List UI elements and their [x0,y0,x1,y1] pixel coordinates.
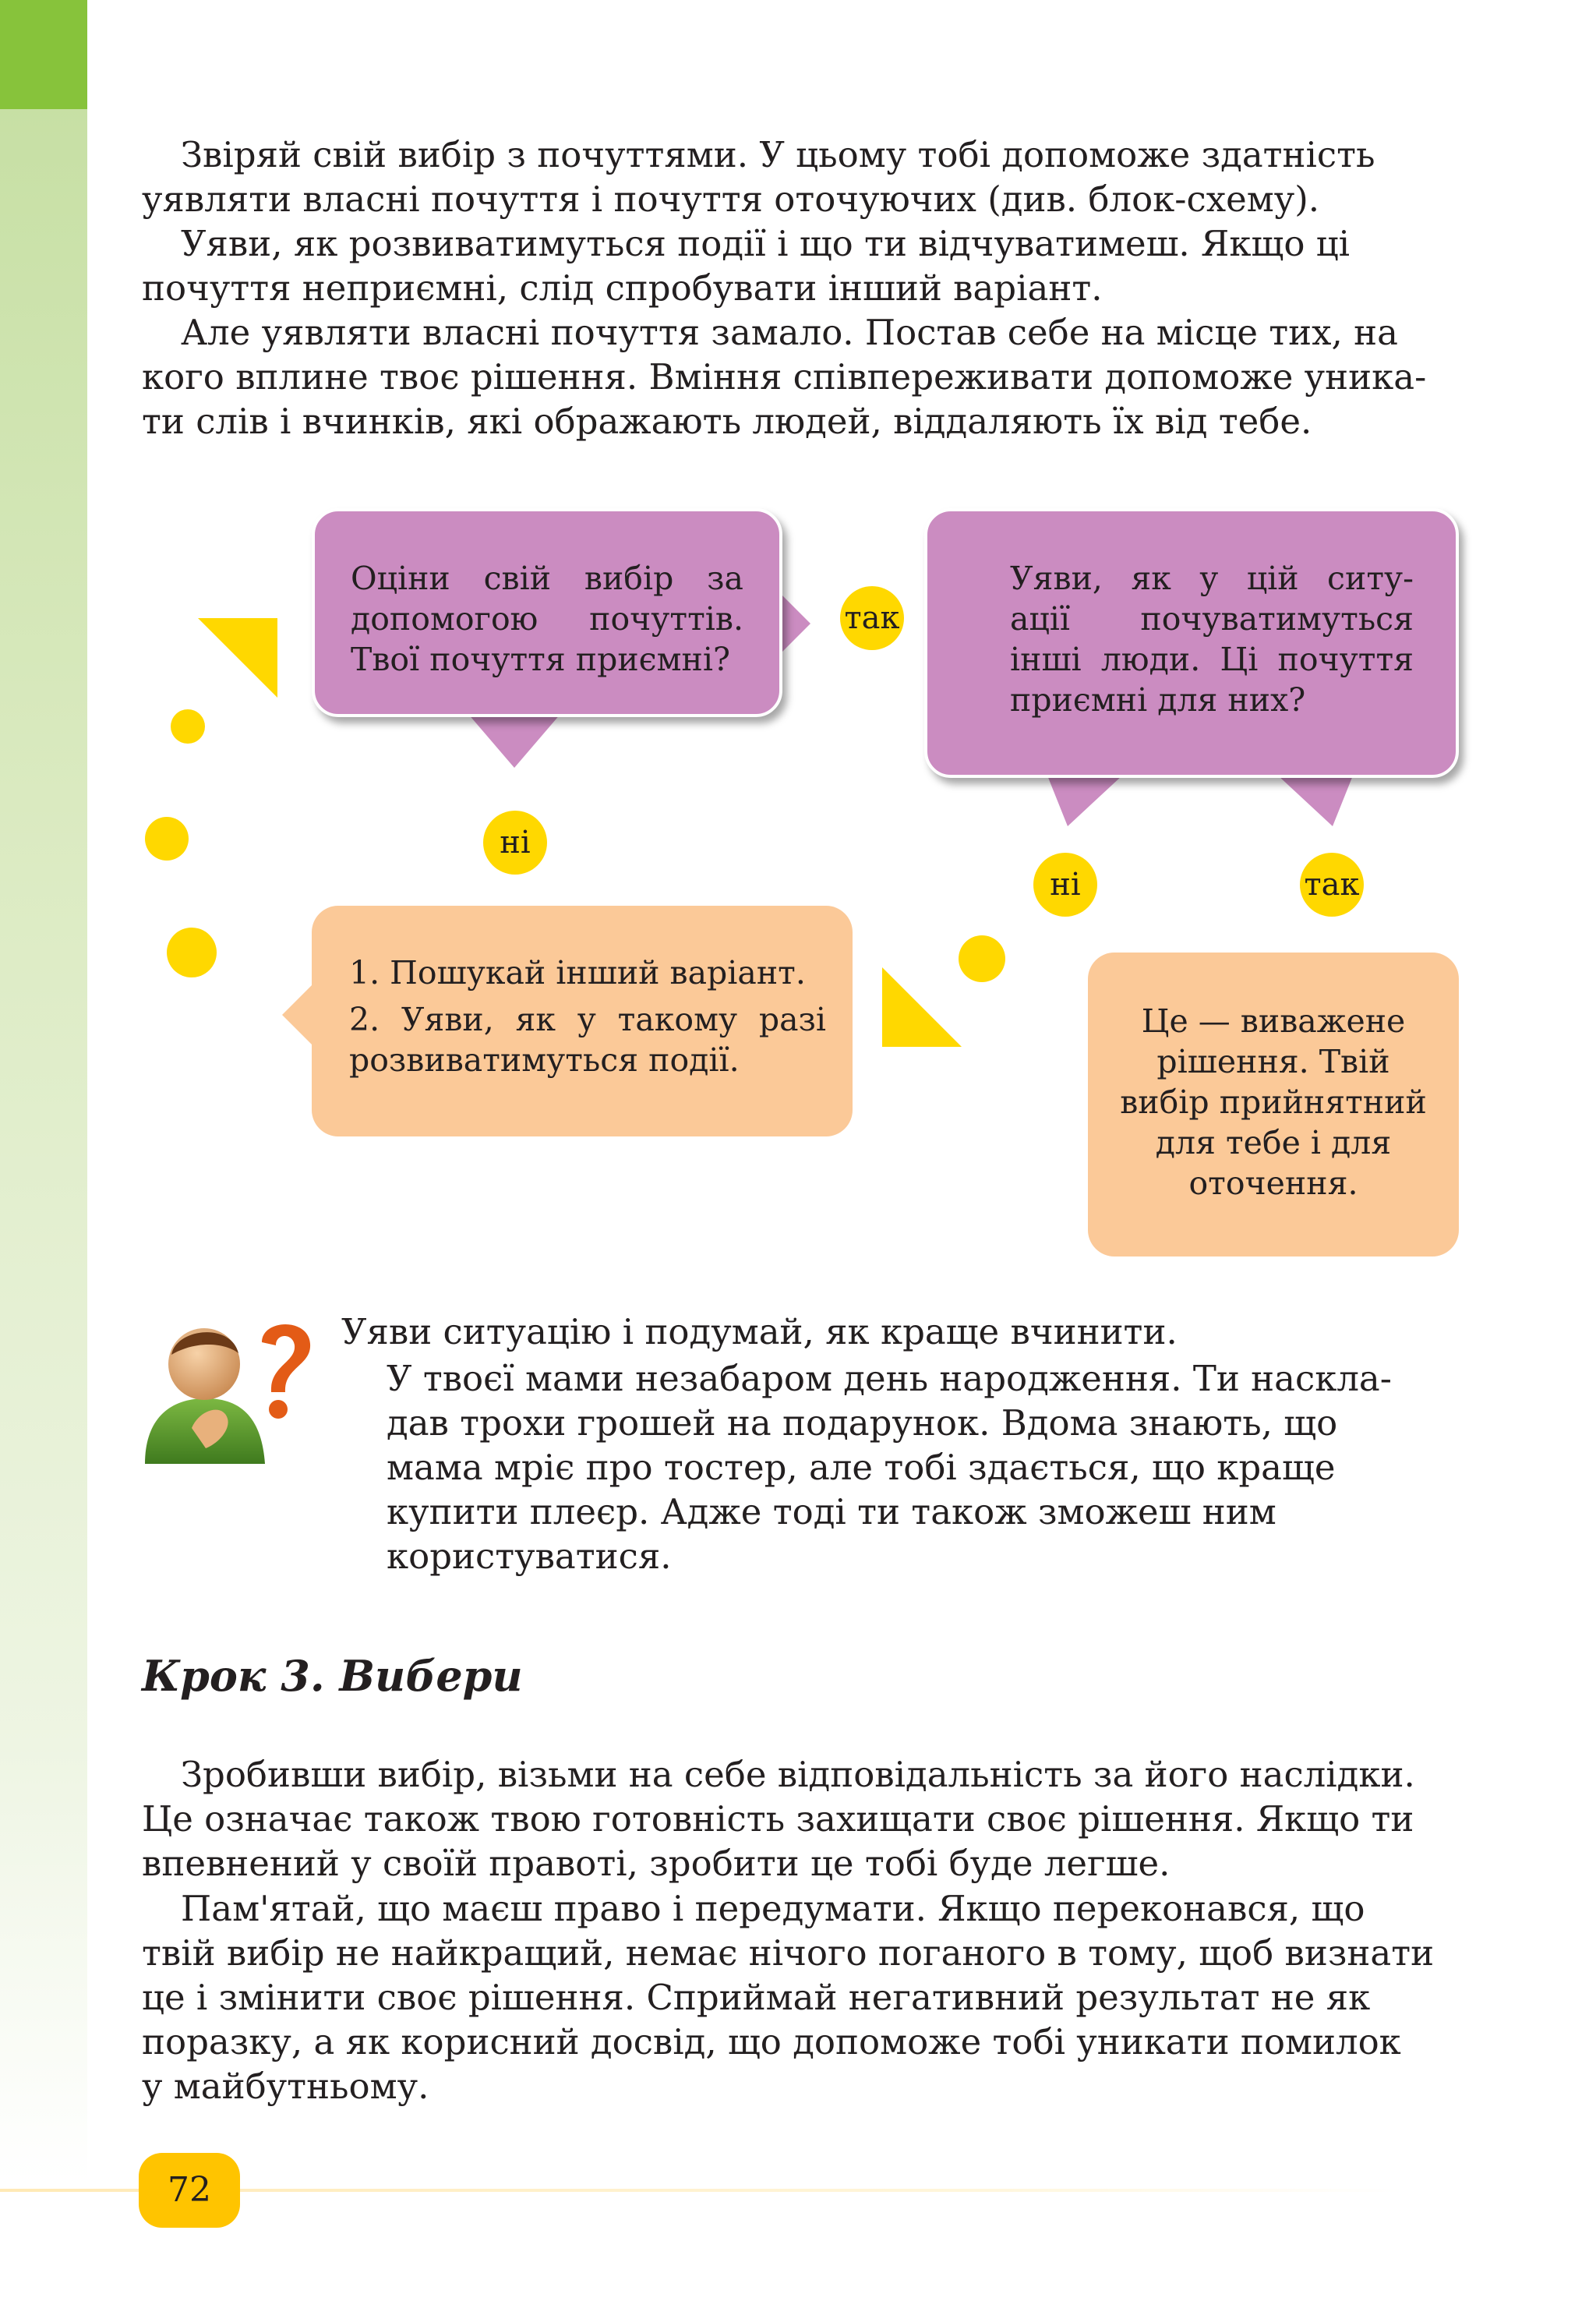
flowchart-box-balanced-decision: Це — виважене рішення. Твій вибір прийнятний для тебе і для оточення. [1088,953,1459,1257]
box1-tail-right [779,592,810,655]
task-prompt: Уяви ситуацію і подумай, як краще вчинити. [341,1311,1178,1352]
label-yes-2: так [1300,853,1364,917]
thinking-person-question-icon [137,1311,324,1465]
flowchart-box-try-another: 1. Пошукай інший варіант. 2. Уяви, як у такому разі розвиватимуться події. [312,906,853,1136]
flowchart-box-evaluate-feelings: Оціни свій вибір за допомогою почуттів. Твої почуття приємні? [312,508,782,717]
section-heading-step-3: Крок 3. Вибери [142,1651,523,1701]
yellow-dot [145,817,189,861]
step3-paragraph-2: Пам'ятай, що маєш право і передумати. Якщо переконався, що твій вибір не найкращий, немає нічого поганого в тому, щоб визнати це і змінити своє рішення. Сприймай негативний результат не як поразку, а як корисний досвід, що допоможе тобі уникати помилок у майбутньому. [142,1888,1435,2107]
step3-paragraph-1: Зробивши вибір, візьми на себе відповідальність за його наслідки. Це означає також твою готовність захищати своє рішення. Якщо ти впевнений у своїй правоті, зробити це тобі буде легше. [142,1754,1415,1884]
label-no-2: ні [1033,853,1097,917]
task-story: У твоєї мами незабаром день народження. Ти наскла- дав трохи грошей на подарунок. Вдома знають, що мама мріє про тостер, але тобі здається, що краще купити плеєр. Адже тоді ти також зможеш ним користуватися. [387,1358,1392,1577]
yellow-triangle-left [198,618,277,698]
intro-paragraph-1: Звіряй свій вибір з почуттями. У цьому тобі допоможе здатність уявляти власні почуття і почуття оточуючих (див. блок-схему). [142,134,1375,220]
label-no-1: ні [483,811,547,875]
yellow-triangle-right [882,967,962,1047]
intro-paragraph-2: Уяви, як розвиватимуться події і що ти відчуватимеш. Якщо ці почуття неприємні, слід спробувати інший варіант. [142,223,1351,309]
page-number: 72 [139,2153,240,2228]
flowchart-box-others-feelings: Уяви, як у цій ситу- ації почуватимуться інші люди. Ці почуття приємні для них? [924,508,1459,778]
box3-tail-left [282,984,313,1046]
label-yes-1: так [840,586,904,650]
yellow-dot [959,935,1005,982]
yellow-dot [171,709,205,744]
box1-tail-down [468,713,561,768]
yellow-dot [167,928,217,977]
intro-paragraph-3: Але уявляти власні почуття замало. Постав себе на місце тих, на кого вплине твоє рішення. Вміння співпереживати допоможе уника- ти слів і вчинків, які ображають людей, віддаляють їх від тебе. [142,312,1427,442]
